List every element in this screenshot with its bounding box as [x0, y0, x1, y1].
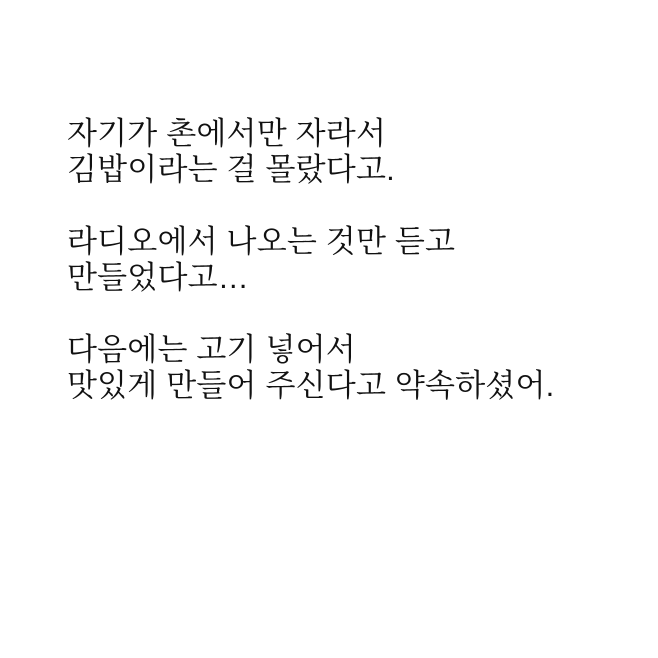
caption-paragraph-2	[67, 224, 554, 296]
caption-line: 맛있게 만들어 주신다고 약속하셨어.	[67, 368, 555, 403]
caption-paragraph-3	[67, 332, 554, 404]
caption-line: 라디오에서 나오는 것만 듣고	[67, 224, 456, 259]
caption-line: 김밥이라는 걸 몰랐다고.	[67, 152, 395, 187]
caption-line: 자기가 촌에서만 자라서	[67, 116, 387, 151]
caption-paragraph-1	[67, 116, 554, 188]
caption-text	[67, 116, 554, 440]
caption-line: 만들었다고…	[67, 260, 249, 295]
caption-line: 다음에는 고기 넣어서	[67, 332, 356, 367]
